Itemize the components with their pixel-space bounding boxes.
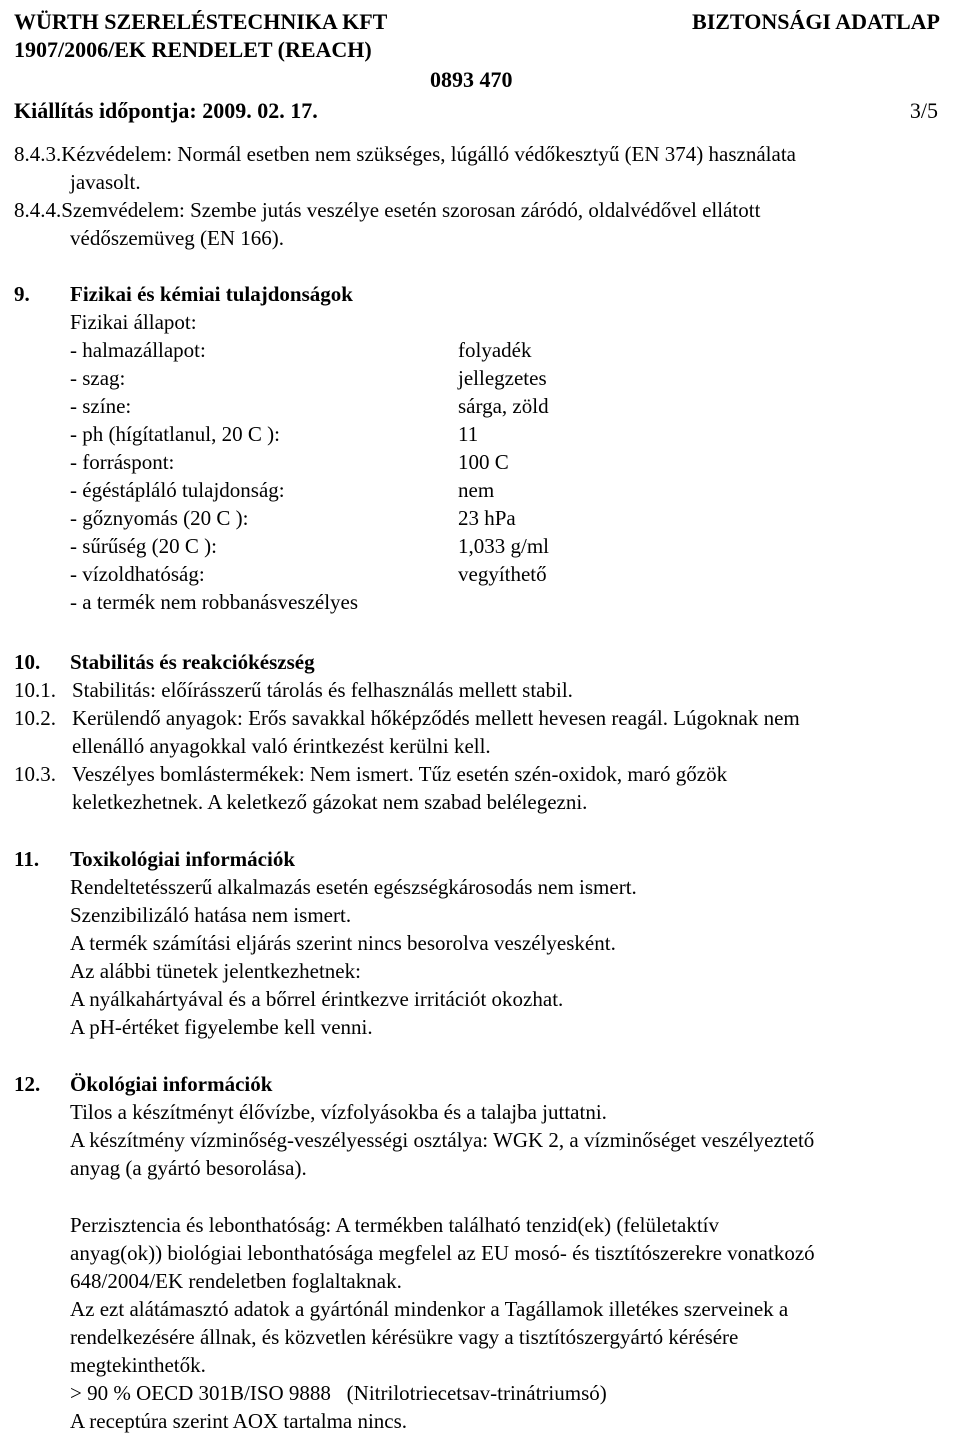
item-text: Veszélyes bomlástermékek: Nem ismert. Tűz esetén szén-oxidok, maró gőzök xyxy=(72,762,728,786)
property-value: nem xyxy=(458,478,495,502)
paragraph-line: A nyálkahártyával és a bőrrel érintkezve irritációt okozhat. xyxy=(70,987,564,1011)
item-text-cont: keletkezhetnek. A keletkező gázokat nem szabad belélegezni. xyxy=(72,790,588,814)
item-8-4-3 xyxy=(14,140,796,168)
property-value: vegyíthető xyxy=(458,562,547,586)
property-value: 11 xyxy=(458,422,479,446)
paragraph-line: Szenzibilizáló hatása nem ismert. xyxy=(70,903,352,927)
page-number: 3/5 xyxy=(909,98,938,123)
item-8-4-4 xyxy=(14,196,760,224)
property-note: - a termék nem robbanásveszélyes xyxy=(70,590,359,614)
section-number: 10. xyxy=(14,650,41,674)
section-number: 12. xyxy=(14,1072,41,1096)
item-number: 10.2. xyxy=(14,706,56,730)
property-value: 100 C xyxy=(458,450,509,474)
property-label: - forráspont: xyxy=(70,450,175,474)
paragraph-line: Az ezt alátámasztó adatok a gyártónál mindenkor a Tagállamok illetékes szerveinek a xyxy=(70,1297,789,1321)
section-subtitle: Fizikai állapot: xyxy=(70,310,197,334)
property-label: - színe: xyxy=(70,394,132,418)
paragraph-line: anyag(ok)) biológiai lebonthatósága megfelel az EU mosó- és tisztítószerekre vonatkozó xyxy=(70,1241,815,1265)
property-value: jellegzetes xyxy=(458,366,547,390)
section-title: Fizikai és kémiai tulajdonságok xyxy=(70,282,353,306)
section-title: Ökológiai információk xyxy=(70,1072,273,1096)
item-number: 8.4.4. xyxy=(14,198,62,222)
item-number: 10.3. xyxy=(14,762,56,786)
document-type: BIZTONSÁGI ADATLAP xyxy=(692,9,940,34)
paragraph-line: Rendeltetésszerű alkalmazás esetén egészségkárosodás nem ismert. xyxy=(70,875,637,899)
property-value: 1,033 g/ml xyxy=(458,534,550,558)
property-value: sárga, zöld xyxy=(458,394,549,418)
issue-date: Kiállítás időpontja: 2009. 02. 17. xyxy=(14,98,318,123)
item-text: Szemvédelem: Szembe jutás veszélye esetén szorosan záródó, oldalvédővel ellátott xyxy=(61,198,761,222)
item-text: Stabilitás: előírásszerű tárolás és felhasználás mellett stabil. xyxy=(72,678,573,702)
item-text: Kerülendő anyagok: Erős savakkal hőképződés mellett hevesen reagál. Lúgoknak nem xyxy=(72,706,800,730)
property-label: - halmazállapot: xyxy=(70,338,206,362)
property-label: - vízoldhatóság: xyxy=(70,562,205,586)
paragraph-line: rendelkezésére állnak, és közvetlen kérésükre vagy a tisztítószergyártó kérésére xyxy=(70,1325,739,1349)
paragraph-line: anyag (a gyártó besorolása). xyxy=(70,1156,307,1180)
paragraph-line: 648/2004/EK rendeletben foglaltaknak. xyxy=(70,1269,402,1293)
property-label: - sűrűség (20 C ): xyxy=(70,534,217,558)
section-number: 11. xyxy=(14,847,40,871)
regulation: 1907/2006/EK RENDELET (REACH) xyxy=(14,37,372,62)
property-label: - szag: xyxy=(70,366,126,390)
company-name: WÜRTH SZERELÉSTECHNIKA KFT xyxy=(14,9,388,34)
property-label: - ph (hígítatlanul, 20 C ): xyxy=(70,422,280,446)
paragraph-line: Tilos a készítményt élővízbe, vízfolyásokba és a talajba juttatni. xyxy=(70,1100,607,1124)
paragraph-line: > 90 % OECD 301B/ISO 9888 (Nitrilotriecetsav-trinátriumsó) xyxy=(70,1381,607,1405)
paragraph-line: A receptúra szerint AOX tartalma nincs. xyxy=(70,1409,408,1433)
section-number: 9. xyxy=(14,282,30,306)
item-text-cont: ellenálló anyagokkal való érintkezést kerülni kell. xyxy=(72,734,491,758)
item-number: 8.4.3. xyxy=(14,142,62,166)
paragraph-line: A pH-értéket figyelembe kell venni. xyxy=(70,1015,373,1039)
item-8-4-4-cont: védőszemüveg (EN 166). xyxy=(70,226,285,250)
paragraph-line: Az alábbi tünetek jelentkezhetnek: xyxy=(70,959,361,983)
paragraph-line: A termék számítási eljárás szerint nincs besorolva veszélyesként. xyxy=(70,931,616,955)
section-title: Stabilitás és reakciókészség xyxy=(70,650,315,674)
item-number: 10.1. xyxy=(14,678,56,702)
paragraph-line: A készítmény vízminőség-veszélyességi osztálya: WGK 2, a vízminőséget veszélyeztető xyxy=(70,1128,815,1152)
paragraph-line: Perzisztencia és lebonthatóság: A termékben található tenzid(ek) (felületaktív xyxy=(70,1213,720,1237)
property-label: - gőznyomás (20 C ): xyxy=(70,506,249,530)
property-value: 23 hPa xyxy=(458,506,516,530)
item-8-4-3-cont: javasolt. xyxy=(70,170,141,194)
property-value: folyadék xyxy=(458,338,532,362)
property-label: - égéstápláló tulajdonság: xyxy=(70,478,285,502)
product-code: 0893 470 xyxy=(430,67,513,92)
section-title: Toxikológiai információk xyxy=(70,847,296,871)
item-text: Kézvédelem: Normál esetben nem szükséges, lúgálló védőkesztyű (EN 374) használata xyxy=(61,142,796,166)
paragraph-line: megtekinthetők. xyxy=(70,1353,206,1377)
